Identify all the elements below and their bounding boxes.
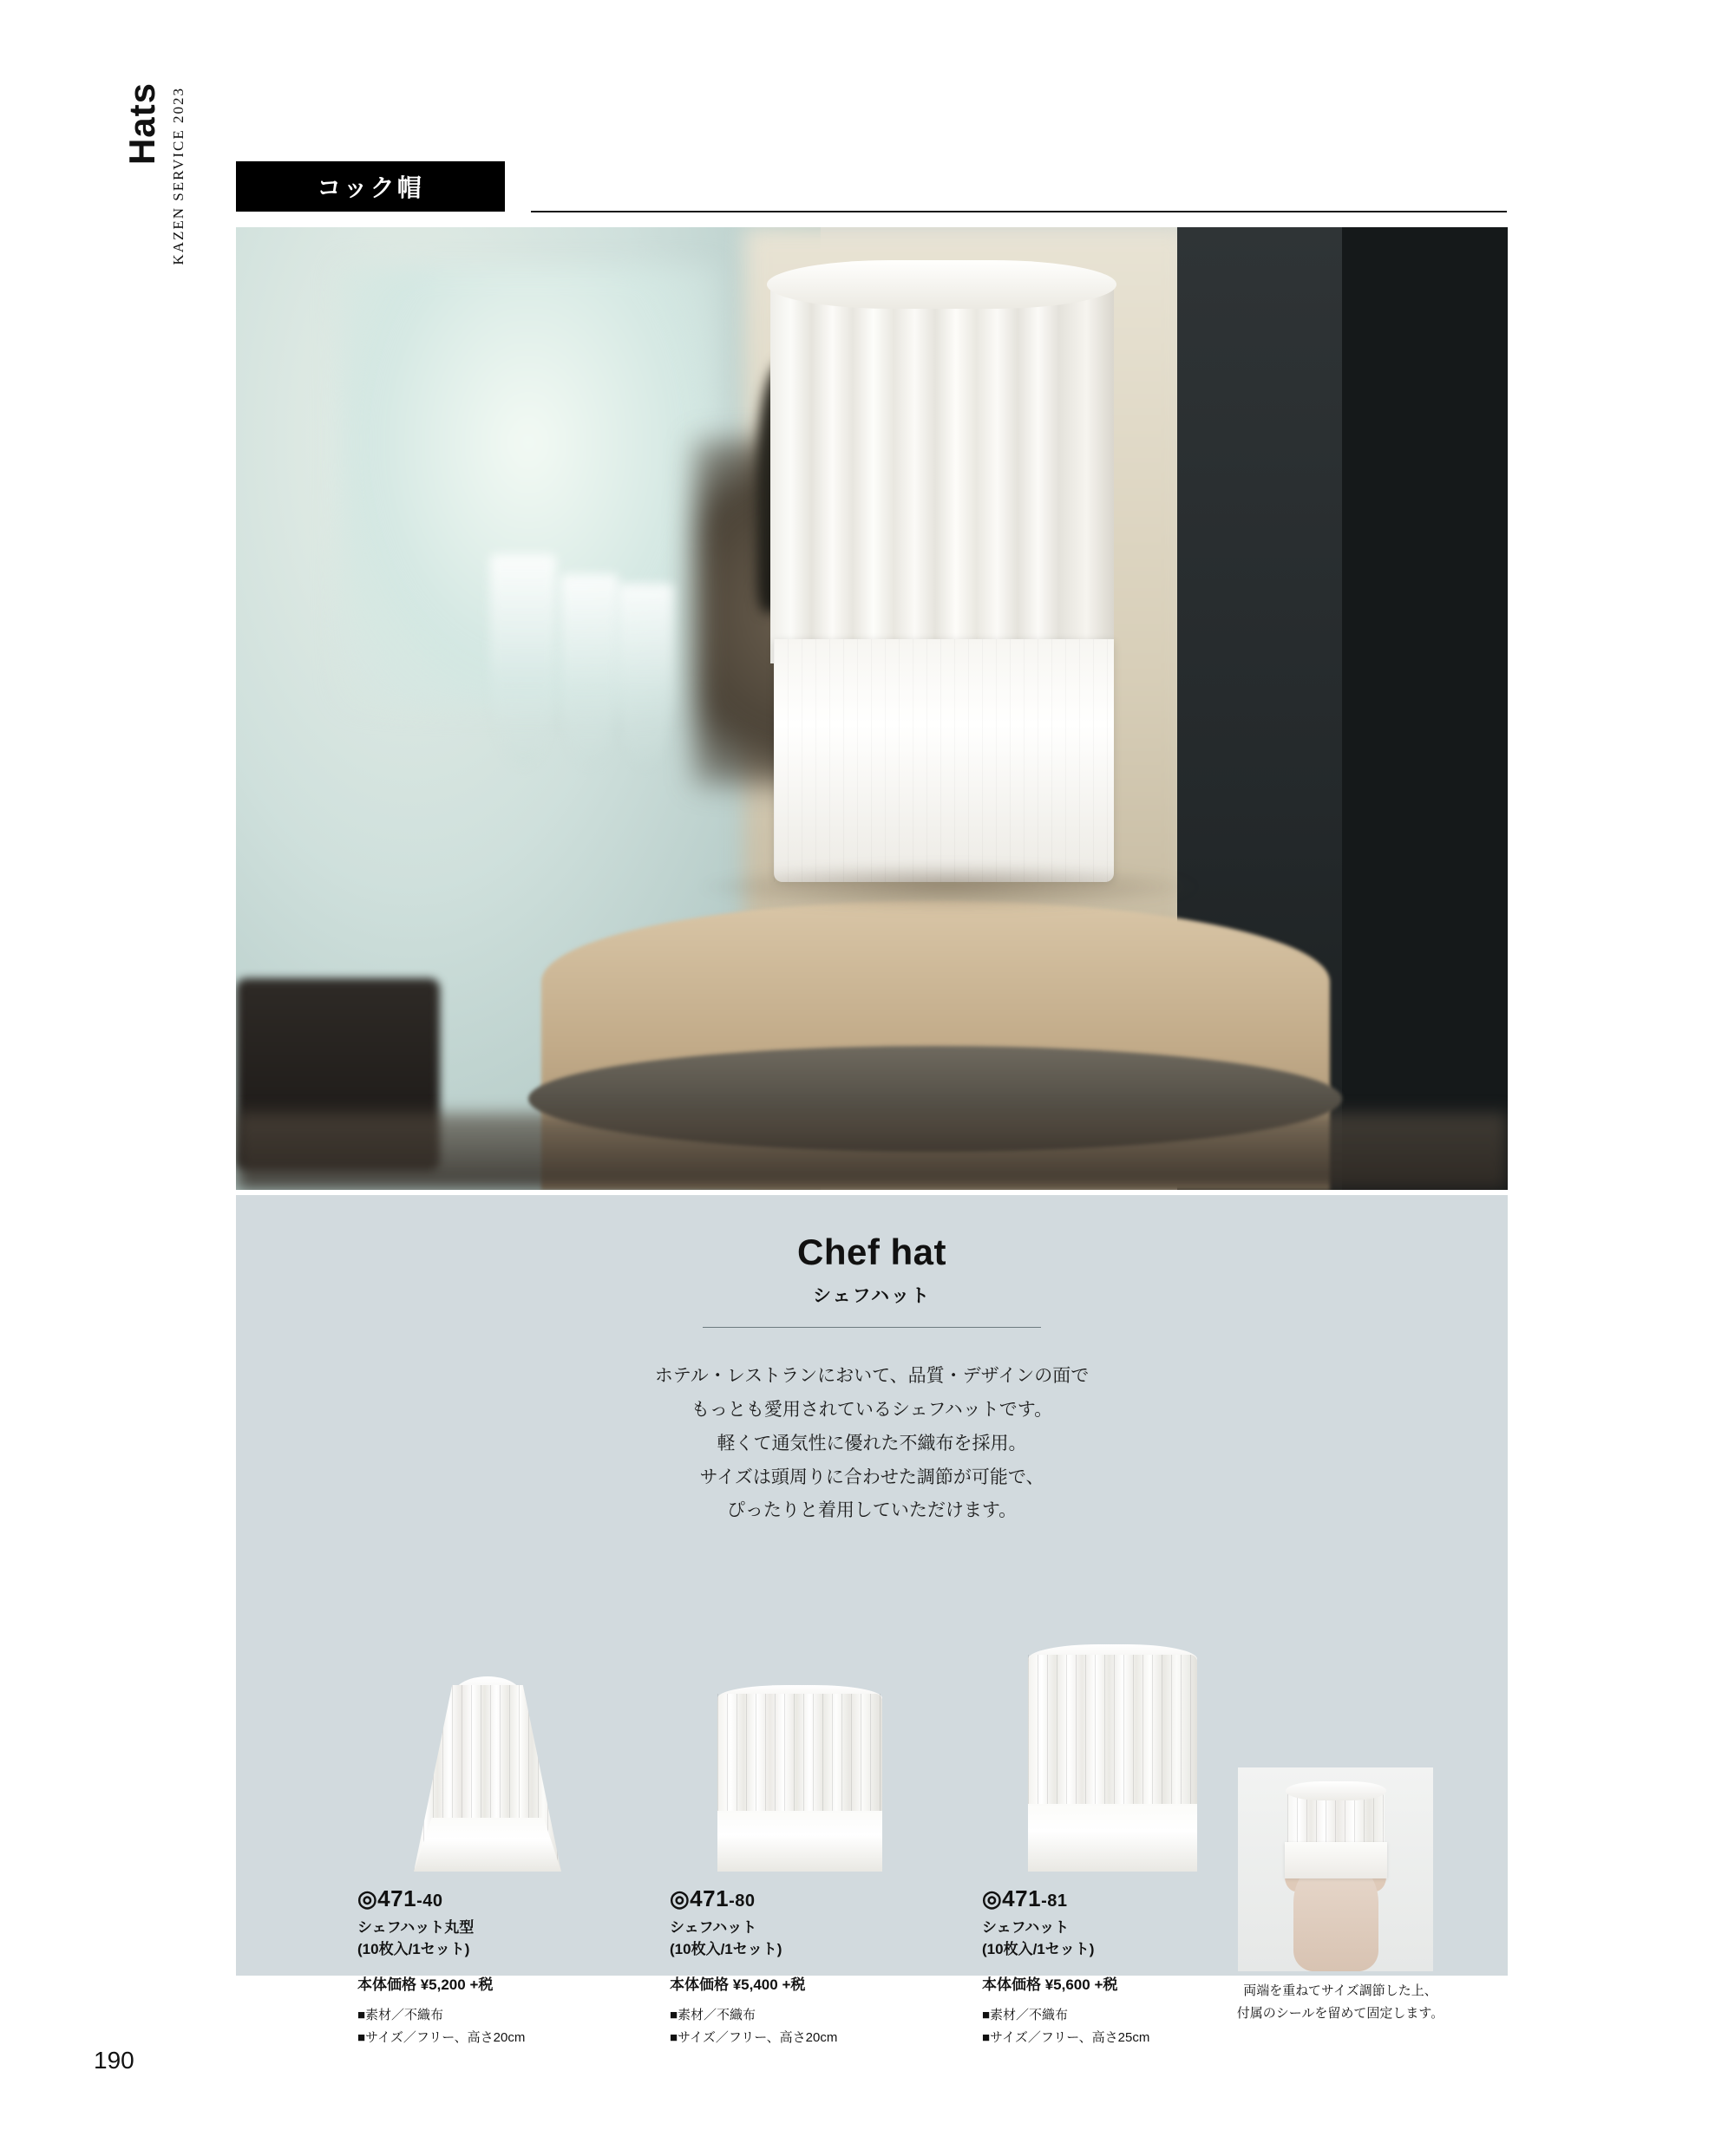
product-price: 本体価格 ¥5,400 +税	[670, 1976, 806, 1994]
product-name-line1: シェフハット	[982, 1919, 1070, 1936]
chef-hat-main	[770, 276, 1114, 882]
chef-hat-straight-icon	[717, 1694, 882, 1872]
product-spec-size: ■サイズ／フリー、高さ20cm	[670, 2029, 838, 2045]
product-code	[357, 1885, 618, 1912]
spine-catalog-name: KAZEN SERVICE 2023	[170, 87, 187, 265]
spine-section-title: Hats	[121, 82, 162, 166]
product-spec	[357, 2004, 618, 2048]
hero-photo-scene	[236, 227, 1508, 1190]
product-code	[670, 1885, 930, 1912]
section-tag: コック帽	[236, 161, 505, 212]
product-name	[357, 1918, 618, 1960]
panel-title: Chef hat	[797, 1232, 946, 1272]
wine-glass-icon	[618, 584, 674, 767]
worn-chef-hat-band	[1285, 1842, 1387, 1878]
panel-divider	[703, 1327, 1041, 1328]
product-code-main: ◎471	[357, 1885, 417, 1911]
wine-glass-icon	[560, 574, 619, 767]
product-name-line2: (10枚入/1セット)	[670, 1940, 782, 1957]
product-name	[670, 1918, 930, 1960]
chef-hat-top	[767, 260, 1117, 309]
chef-hat-round-icon	[414, 1685, 561, 1872]
product-code-suffix: -80	[729, 1891, 756, 1911]
chef-hat-band	[414, 1818, 561, 1872]
product-spec-material: ■素材／不織布	[670, 2008, 756, 2023]
product-price: 本体価格 ¥5,600 +税	[982, 1976, 1118, 1994]
product-spec-size: ■サイズ／フリー、高さ20cm	[357, 2029, 526, 2045]
chef-hat-band	[717, 1811, 882, 1872]
panel-subtitle: シェフハット	[813, 1286, 931, 1306]
hero-photo	[236, 227, 1508, 1190]
product-name-line2: (10枚入/1セット)	[982, 1940, 1095, 1957]
product-spec-material: ■素材／不織布	[982, 2008, 1069, 2023]
product-code-main: ◎471	[670, 1885, 730, 1911]
product-info-panel	[236, 1195, 1508, 2045]
product-name-line1: シェフハット	[670, 1919, 757, 1936]
inset-caption-line1: 両端を重ねてサイズ調節した上、	[1243, 1983, 1437, 1998]
worn-chef-hat-top	[1286, 1781, 1386, 1800]
section-rule	[531, 211, 1507, 212]
product-code-suffix: -40	[416, 1891, 443, 1911]
chef-hat-crown	[770, 276, 1114, 664]
product-item[interactable]	[982, 1663, 1242, 2048]
product-spec-material: ■素材／不織布	[357, 2008, 444, 2023]
product-image	[357, 1663, 618, 1872]
panel-description-line: ホテル・レストランにおいて、品質・デザインの面で	[654, 1366, 1090, 1386]
product-image	[982, 1663, 1242, 1872]
product-spec	[982, 2004, 1242, 2048]
product-code	[982, 1885, 1242, 1912]
page-number: 190	[94, 2047, 134, 2074]
panel-description	[236, 1360, 1508, 1528]
background-right-panel	[1342, 227, 1508, 1190]
chef-hat-band	[1028, 1804, 1197, 1872]
chef-hat-band	[774, 639, 1114, 882]
panel-description-line: サイズは頭周りに合わせた調節が可能で、	[699, 1467, 1044, 1487]
panel-description-line: ぴったりと着用していただけます。	[726, 1500, 1018, 1521]
product-name	[982, 1918, 1242, 1960]
panel-description-line: 軽くて通気性に優れた不織布を採用。	[717, 1433, 1027, 1454]
inset-caption-line2: 付属のシールを留めて固定します。	[1236, 2006, 1444, 2022]
product-code-main: ◎471	[982, 1885, 1042, 1911]
inset-photo	[1238, 1767, 1433, 1971]
product-spec-size: ■サイズ／フリー、高さ25cm	[982, 2029, 1150, 2045]
product-code-suffix: -81	[1041, 1891, 1068, 1911]
page-spine	[0, 0, 234, 2156]
product-list	[357, 1663, 1242, 2048]
panel-description-line: もっとも愛用されているシェフハットです。	[691, 1399, 1053, 1420]
product-item[interactable]	[357, 1663, 618, 2048]
floor-blur	[236, 1113, 1508, 1190]
product-item[interactable]	[670, 1663, 930, 2048]
product-name-line1: シェフハット丸型	[357, 1919, 475, 1936]
chef-hat-shadow	[694, 863, 1202, 911]
chef-hat-band-pleats	[774, 639, 1114, 882]
product-name-line2: (10枚入/1セット)	[357, 1940, 470, 1957]
product-spec	[670, 2004, 930, 2048]
product-image	[670, 1663, 930, 1872]
product-price: 本体価格 ¥5,200 +税	[357, 1976, 494, 1994]
inset-caption	[1223, 1980, 1457, 2026]
chef-hat-tall-icon	[1028, 1655, 1197, 1872]
wine-glass-icon	[490, 554, 556, 766]
